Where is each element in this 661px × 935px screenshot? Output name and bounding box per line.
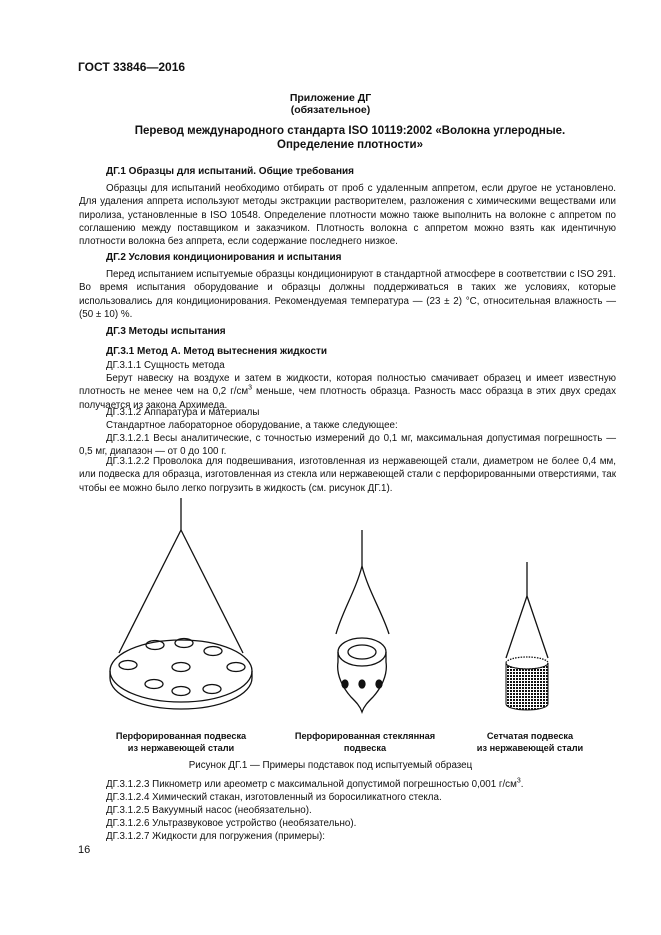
document-title-line2: Определение плотности»: [277, 139, 423, 151]
section-text-dg311: Берут навеску на воздухе и затем в жидкости, которая полностью смачивает образец и имеет известную плотность не менее чем на 0,2 $г/см^3$ меньше, чем плотность образца. Разность масс образца в этих двух средах получается из закона Архимеда.: [79, 373, 616, 411]
document-header: ГОСТ 33846—2016: [78, 60, 186, 74]
perforated-glass-hanger-drawing: [336, 530, 389, 712]
document-title-line1: Перевод международного стандарта ISO 10119:2002 «Волокна углеродные.: [134, 125, 566, 137]
section-heading-dg2: ДГ.2 Условия кондиционирования и испытания: [106, 252, 342, 263]
section-heading-dg1: ДГ.1 Образцы для испытаний. Общие требования: [106, 166, 354, 177]
perforated-steel-hanger-drawing: [110, 498, 252, 709]
section-text-dg312: Стандартное лабораторное оборудование, а также следующее:: [106, 420, 398, 431]
section-text-dg1: Образцы для испытаний необходимо отбирать от проб с удаленным аппретом, если другое не установлено. Для удаления аппрета используют методы экстракции растворителем, разложения с химическими веществами или пиролиза, установленные в ISO 10548. Определение плотности можно также выполнить на волокне с аппретом по соглашению между поставщиком и заказчиком. Плотность волокна с аппретом можно взять как идентичную плотности волокна без аппрета, если содержание последнего низкое.: [79, 183, 616, 248]
item-dg3123: ДГ.3.1.2.3 Пикнометр или ареометр с максимальной допустимой погрешностью 0,001 $г/см^3$.: [106, 777, 524, 790]
mesh-steel-hanger-drawing: [506, 562, 548, 669]
annex-title: Приложение ДГ: [289, 92, 372, 104]
section-heading-dg311: ДГ.3.1.1 Сущность метода: [106, 360, 225, 371]
annex-status: (обязательное): [290, 104, 371, 116]
section-text-dg3122: ДГ.3.1.2.2 Проволока для подвешивания, изготовленная из нержавеющей стали, диаметром не более 0,4 мм, или подвеска для образца, изготовленная из стекла или нержавеющей стали с перфорированными отверстиями, так чтобы ее можно было легко погрузить в жидкость (см. рисунок ДГ.1).: [79, 456, 616, 494]
figure-label-steel-mesh: Сетчатая подвеска из нержавеющей стали: [476, 731, 584, 753]
item-dg3126: ДГ.3.1.2.6 Ультразвуковое устройство (необязательно).: [106, 818, 357, 829]
item-dg3127: ДГ.3.1.2.7 Жидкости для погружения (примеры):: [106, 831, 325, 842]
section-heading-dg312: ДГ.3.1.2 Аппаратура и материалы: [106, 407, 260, 418]
section-text-dg3121: ДГ.3.1.2.1 Весы аналитические, с точностью измерений до 0,1 мг, максимальная допустимая погрешность — 0,5 мг, диапазон — от 0 до 100 г.: [79, 433, 616, 458]
section-heading-dg31: ДГ.3.1 Метод А. Метод вытеснения жидкости: [106, 346, 328, 357]
section-text-dg2: Перед испытанием испытуемые образцы кондиционируют в стандартной атмосфере в соответствии с ISO 291. Во время испытания оборудование и образцы должны поддерживаться в таких же условиях, которые использовались для кондиционирования. Рекомендуемая температура — (23 ± 2) °С, относительная влажность — (50 ± 10) %.: [79, 269, 616, 320]
figure-caption: Рисунок ДГ.1 — Примеры подставок под испытуемый образец: [188, 760, 473, 771]
item-dg3124: ДГ.3.1.2.4 Химический стакан, изготовленный из боросиликатного стекла.: [106, 792, 442, 803]
figure-label-steel-perforated: Перфорированная подвеска из нержавеющей стали: [115, 731, 247, 753]
section-heading-dg3: ДГ.3 Методы испытания: [106, 326, 226, 337]
item-dg3125: ДГ.3.1.2.5 Вакуумный насос (необязательно).: [106, 805, 312, 816]
page-number: 16: [78, 844, 91, 856]
figure-label-glass-perforated: Перфорированная стеклянная подвеска: [294, 731, 436, 753]
